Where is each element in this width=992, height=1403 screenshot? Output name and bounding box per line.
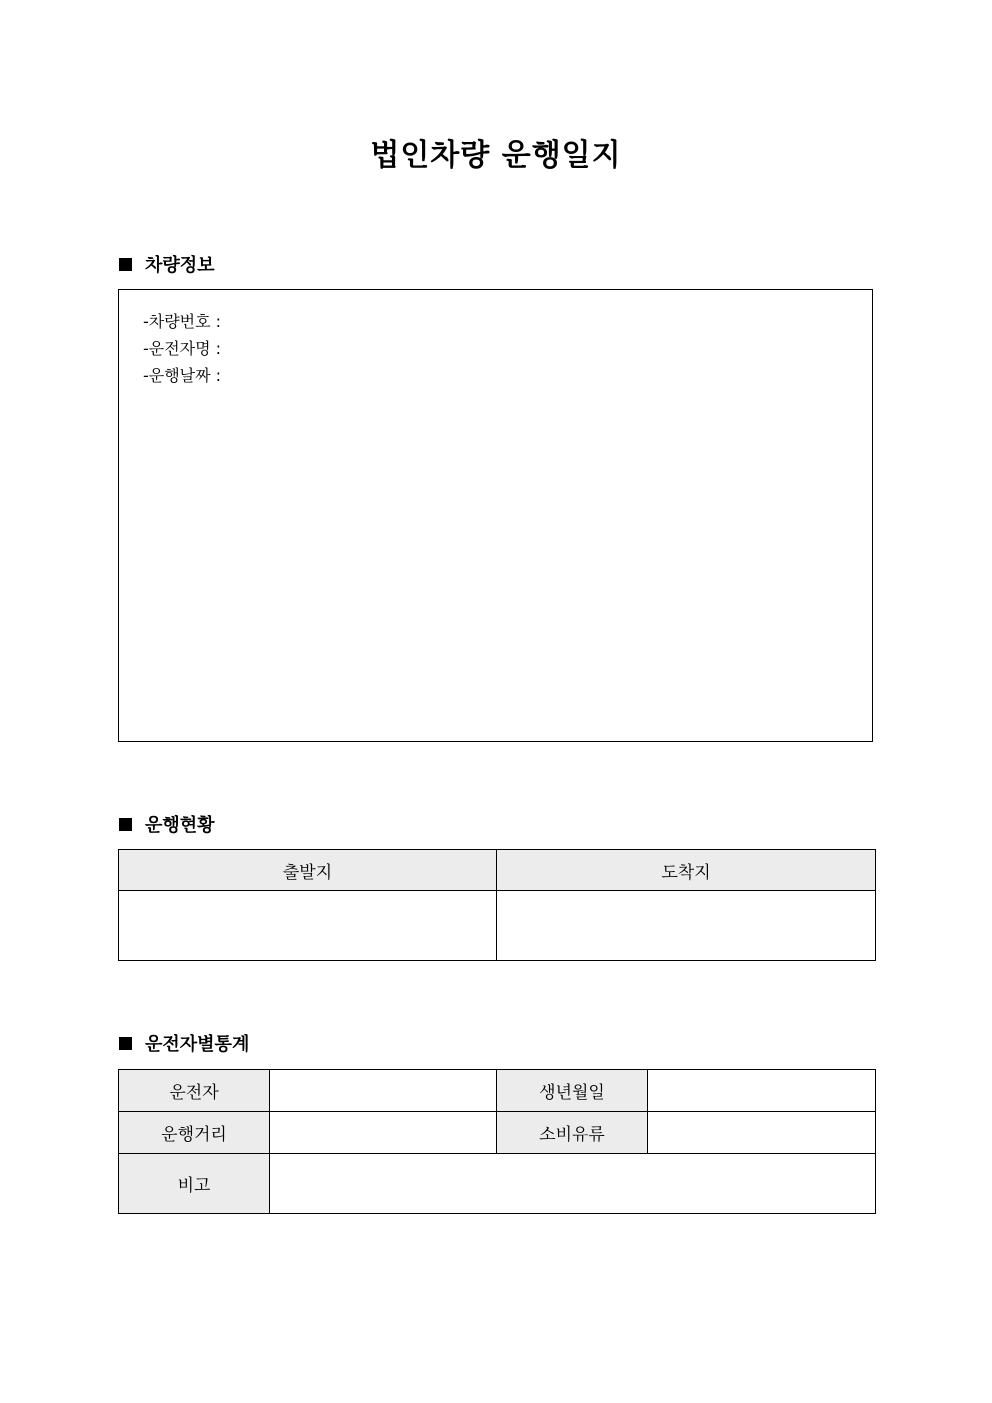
remarks-value-cell[interactable] <box>270 1154 876 1214</box>
departure-cell[interactable] <box>119 891 497 961</box>
driver-name-line: -운전자명 : <box>143 339 222 358</box>
table-row <box>119 891 876 961</box>
table-row <box>119 1154 876 1214</box>
table-header-row <box>119 850 876 891</box>
birth-date-label: 생년월일 <box>497 1070 648 1112</box>
section-heading-label: 운전자별통계 <box>145 1034 250 1055</box>
birth-date-value-cell[interactable] <box>648 1070 876 1112</box>
vehicle-info-box <box>118 289 873 742</box>
section-heading-label: 차량정보 <box>145 255 215 276</box>
fuel-consumed-label: 소비유류 <box>497 1112 648 1154</box>
square-bullet-icon <box>119 258 132 271</box>
arrival-cell[interactable] <box>497 891 876 961</box>
table-row <box>119 1112 876 1154</box>
vehicle-number-line: -차량번호 : <box>143 312 222 331</box>
square-bullet-icon <box>119 818 132 831</box>
section-heading-label: 운행현황 <box>145 815 215 836</box>
remarks-label: 비고 <box>119 1154 270 1214</box>
table-row <box>119 1070 876 1112</box>
driver-label: 운전자 <box>119 1070 270 1112</box>
fuel-consumed-value-cell[interactable] <box>648 1112 876 1154</box>
document-title: 법인차량 운행일지 <box>370 138 622 173</box>
square-bullet-icon <box>119 1037 132 1050</box>
distance-label: 운행거리 <box>119 1112 270 1154</box>
arrival-header: 도착지 <box>497 850 876 891</box>
section-heading-route-status <box>119 811 215 837</box>
route-status-table <box>118 849 876 961</box>
section-heading-vehicle-info <box>119 251 215 277</box>
driver-stats-table <box>118 1069 876 1214</box>
departure-header: 출발지 <box>119 850 497 891</box>
section-heading-driver-stats <box>119 1030 249 1056</box>
distance-value-cell[interactable] <box>270 1112 497 1154</box>
driver-value-cell[interactable] <box>270 1070 497 1112</box>
drive-date-line: -운행날짜 : <box>143 366 222 385</box>
